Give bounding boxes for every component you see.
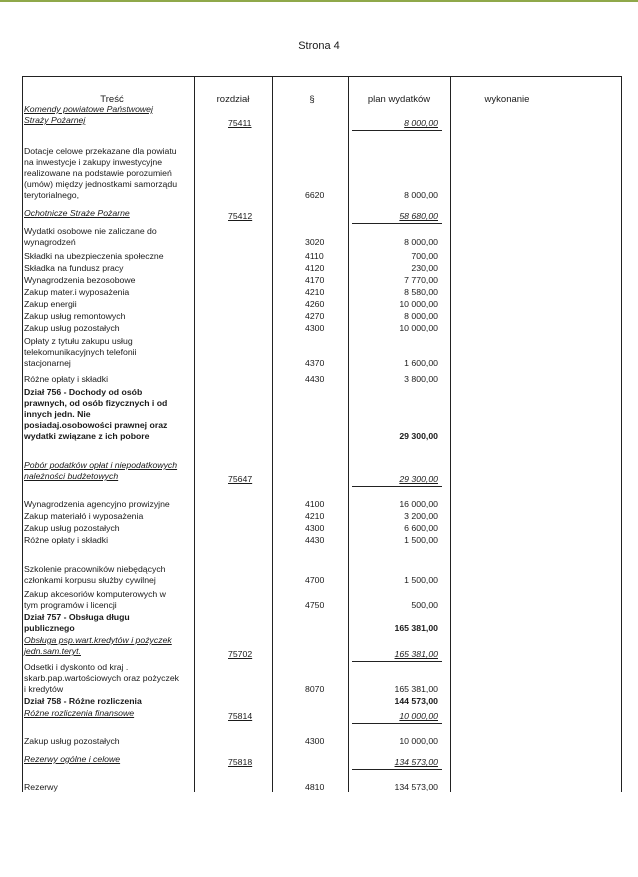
row-description-line: na inwestycje i zakupy inwestycyjne (24, 157, 163, 168)
row-paragraf: 4750 (305, 600, 325, 611)
row-description-line: członkami korpusu służby cywilnej (24, 575, 156, 586)
row-description-line: Zakup akcesoriów komputerowych w (24, 589, 166, 599)
row-paragraf: 4300 (305, 323, 325, 333)
row-amount: 8 000,00 (404, 311, 438, 321)
header-rozdzial: rozdział (216, 94, 250, 105)
row-description-line: Różne rozliczenia finansowe (24, 708, 135, 718)
row-paragraf: 4170 (305, 275, 325, 285)
column-divider-1 (194, 76, 195, 792)
header-paragraf: § (309, 94, 315, 105)
row-description-line: Różne opłaty i składki (24, 535, 109, 545)
column-divider-2 (272, 76, 273, 792)
row-paragraf: 4430 (305, 535, 325, 545)
header-plan: plan wydatków (367, 94, 431, 105)
amount-underline (352, 486, 442, 487)
row-description-line: Różne opłaty i składki (24, 374, 109, 384)
row-description-line: Dotacje celowe przekazane dla powiatu (24, 146, 177, 156)
row-paragraf: 8070 (305, 684, 325, 695)
row-paragraf: 4700 (305, 575, 325, 586)
row-amount: 7 770,00 (404, 275, 438, 285)
row-description-line: Opłaty z tytułu zakupu usług (24, 336, 133, 346)
row-description-line: Pobór podatków opłat i niepodatkowych (24, 460, 178, 470)
row-amount: 165 381,00 (394, 684, 438, 695)
row-description-line: Ochotnicze Straże Pożarne (24, 208, 130, 218)
row-description-line: Rezerwy (24, 782, 58, 792)
column-divider-4 (450, 76, 451, 792)
row-paragraf: 4810 (305, 782, 325, 792)
row-description-line: Dział 758 - Różne rozliczenia (24, 696, 142, 706)
amount-underline (352, 223, 442, 224)
row-amount: 10 000,00 (399, 323, 438, 333)
row-description-line: Składka na fundusz pracy (24, 263, 124, 273)
row-paragraf: 6620 (305, 190, 325, 201)
row-description-line: Dział 757 - Obsługa długu (24, 612, 130, 622)
row-description-line: Wydatki osobowe nie zaliczane do (24, 226, 157, 236)
row-description-line: Zakup usług pozostałych (24, 523, 120, 533)
row-description-line: stacjonarnej (24, 358, 71, 369)
row-description-line: Szkolenie pracowników niebędących (24, 564, 166, 574)
row-amount: 700,00 (411, 251, 438, 261)
row-description-line: prawnych, od osób fizycznych i od (24, 398, 168, 409)
row-paragraf: 4370 (305, 358, 325, 369)
row-amount: 6 600,00 (404, 523, 438, 533)
row-rozdzial: 75814 (228, 711, 253, 721)
row-description-line: wydatki związane z ich pobore (24, 431, 150, 442)
row-amount: 3 200,00 (404, 511, 438, 521)
row-paragraf: 4210 (305, 511, 325, 521)
row-description-line: Zakup usług pozostałych (24, 736, 120, 746)
row-description-line: Zakup usług remontowych (24, 311, 126, 321)
top-edge-line (0, 0, 638, 2)
row-description-line: terytorialnego, (24, 190, 80, 201)
row-amount: 8 000,00 (404, 190, 438, 201)
row-amount: 29 300,00 (399, 474, 438, 485)
row-amount: 8 000,00 (404, 118, 438, 129)
row-rozdzial: 75412 (228, 211, 253, 221)
header-wykonanie: wykonanie (484, 94, 530, 105)
row-description-line: Obsługa psp.wart.kredytów i pożyczek (24, 635, 172, 645)
page-title: Strona 4 (298, 40, 340, 52)
row-amount: 10 000,00 (399, 711, 438, 721)
row-description-line: publicznego (24, 623, 75, 634)
row-description-line: Komendy powiatowe Państwowej (24, 104, 153, 114)
row-paragraf: 4120 (305, 263, 325, 273)
row-amount: 8 580,00 (404, 287, 438, 297)
row-description-line: wynagrodzeń (24, 237, 76, 248)
row-amount: 144 573,00 (394, 696, 438, 706)
row-description-line: Rezerwy ogólne i celowe (24, 754, 121, 764)
row-amount: 29 300,00 (399, 431, 438, 442)
row-amount: 1 500,00 (404, 575, 438, 586)
row-description-line: Zakup materiałó i wyposażenia (24, 511, 144, 521)
row-description-line: tym programów i licencji (24, 600, 117, 611)
row-paragraf: 4110 (305, 251, 324, 261)
row-description-line: Dział 756 - Dochody od osób (24, 387, 143, 397)
table-top-border (22, 76, 622, 77)
row-amount: 1 500,00 (404, 535, 438, 545)
row-amount: 16 000,00 (399, 499, 438, 509)
row-paragraf: 4100 (305, 499, 325, 509)
row-amount: 1 600,00 (404, 358, 438, 369)
amount-underline (352, 769, 442, 770)
row-description-line: Zakup usług pozostałych (24, 323, 120, 333)
row-paragraf: 4270 (305, 311, 325, 321)
header-tresc: Treść (100, 94, 124, 105)
row-description-line: realizowane na podstawie porozumień (24, 168, 172, 179)
row-paragraf: 3020 (305, 237, 325, 248)
row-description-line: posiadaj.osobowości prawnej oraz (24, 420, 168, 431)
row-description-line: należności budżetowych (24, 471, 119, 482)
amount-underline (352, 130, 442, 131)
row-description-line: Składki na ubezpieczenia społeczne (24, 251, 164, 261)
row-description-line: skarb.pap.wartościowych oraz pożyczek (24, 673, 179, 684)
row-rozdzial: 75647 (228, 474, 253, 485)
row-description-line: Odsetki i dyskonto od kraj . (24, 662, 129, 672)
row-paragraf: 4430 (305, 374, 325, 384)
row-description-line: Zakup energii (24, 299, 77, 309)
row-paragraf: 4260 (305, 299, 325, 309)
row-description-line: (umów) między jednostkami samorządu (24, 179, 178, 190)
row-amount: 3 800,00 (404, 374, 438, 384)
row-amount: 165 381,00 (394, 623, 438, 634)
row-description-line: Zakup mater.i wyposażenia (24, 287, 130, 297)
row-rozdzial: 75411 (228, 118, 252, 129)
row-amount: 8 000,00 (404, 237, 438, 248)
column-divider-3 (348, 76, 349, 792)
row-amount: 134 573,00 (394, 782, 438, 792)
row-description-line: innych jedn. Nie (24, 409, 91, 420)
row-description-line: i kredytów (24, 684, 64, 695)
row-description-line: Wynagrodzenia bezosobowe (24, 275, 136, 285)
row-rozdzial: 75818 (228, 757, 253, 767)
row-amount: 500,00 (411, 600, 438, 611)
amount-underline (352, 661, 442, 662)
row-description-line: jedn.sam.teryt. (24, 646, 81, 657)
row-description-line: Straży Pożarnej (24, 115, 86, 126)
row-amount: 10 000,00 (399, 736, 438, 746)
row-rozdzial: 75702 (228, 649, 253, 660)
row-amount: 165 381,00 (394, 649, 438, 660)
row-description-line: Wynagrodzenia agencyjno prowizyjne (24, 499, 170, 509)
table-right-border (621, 76, 622, 792)
amount-underline (352, 723, 442, 724)
budget-table (22, 76, 622, 792)
row-paragraf: 4300 (305, 523, 325, 533)
row-description-line: telekomunikacyjnych telefonii (24, 347, 137, 358)
row-amount: 134 573,00 (394, 757, 438, 767)
row-amount: 58 680,00 (399, 211, 438, 221)
row-amount: 10 000,00 (399, 299, 438, 309)
table-left-border (22, 76, 23, 792)
row-paragraf: 4210 (305, 287, 325, 297)
row-paragraf: 4300 (305, 736, 325, 746)
row-amount: 230,00 (411, 263, 438, 273)
